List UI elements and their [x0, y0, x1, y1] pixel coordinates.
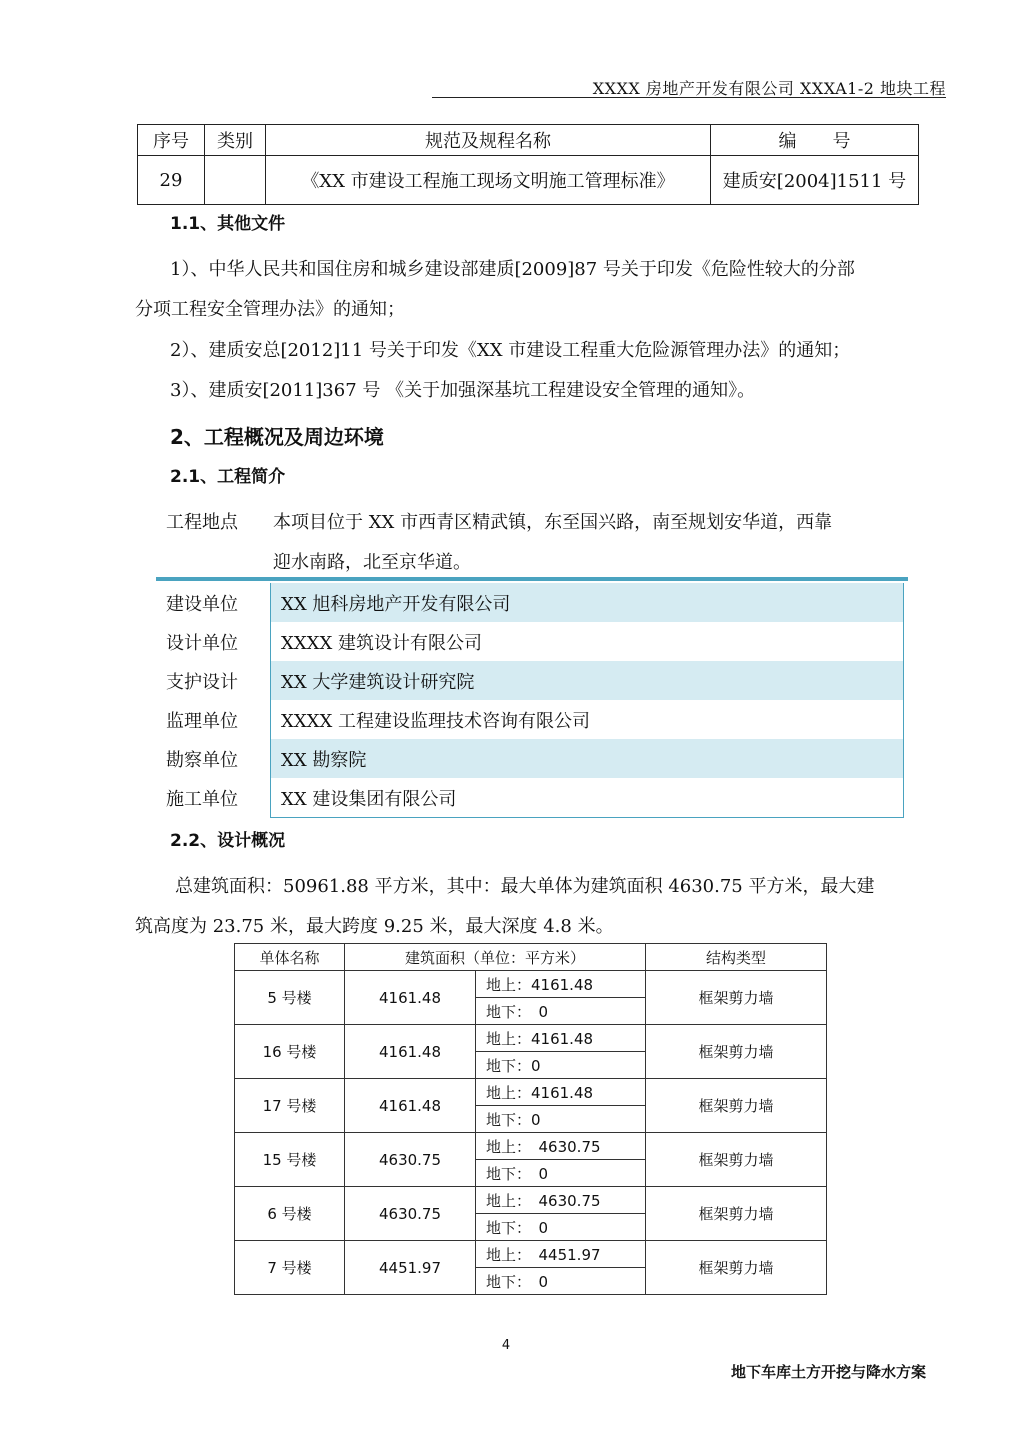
table-cell-index: 29	[138, 156, 205, 205]
building-structure: 框架剪力墙	[646, 971, 827, 1025]
building-structure: 框架剪力墙	[646, 1079, 827, 1133]
building-name: 7 号楼	[235, 1241, 345, 1295]
page-header-title: XXXX 房地产开发有限公司 XXXA1-2 地块工程	[592, 79, 946, 98]
building-area-above: 地上： 4451.97	[476, 1241, 646, 1268]
table-row	[156, 778, 904, 818]
section-heading-2-1: 2.1、工程简介	[170, 467, 286, 487]
unit-value: XXXX 建筑设计有限公司	[271, 622, 904, 661]
building-area: 4630.75	[345, 1187, 476, 1241]
unit-label: 勘察单位	[156, 739, 271, 778]
header-divider	[432, 97, 946, 98]
unit-value: XX 勘察院	[271, 739, 904, 778]
table-row	[156, 622, 904, 661]
unit-value: XXXX 工程建设监理技术咨询有限公司	[271, 700, 904, 739]
location-text-line1: 本项目位于 XX 市西青区精武镇，东至国兴路，南至规划安华道，西靠	[273, 512, 833, 533]
paragraph-item1-line2: 分项工程安全管理办法》的通知；	[135, 299, 405, 320]
building-area-above: 地上：4161.48	[476, 971, 646, 998]
table-row	[235, 1079, 827, 1106]
table-header-cell: 结构类型	[646, 944, 827, 971]
building-structure: 框架剪力墙	[646, 1133, 827, 1187]
unit-label: 支护设计	[156, 661, 271, 700]
paragraph-item1-line1: 1）、中华人民共和国住房和城乡建设部建质[2009]87 号关于印发《危险性较大的分部	[170, 259, 855, 280]
building-area-below: 地下： 0	[476, 1214, 646, 1241]
table-row	[156, 700, 904, 739]
building-name: 17 号楼	[235, 1079, 345, 1133]
table-header-cell: 建筑面积（单位：平方米）	[345, 944, 646, 971]
unit-label: 设计单位	[156, 622, 271, 661]
table-cell-code: 建质安[2004]1511 号	[711, 156, 919, 205]
building-name: 15 号楼	[235, 1133, 345, 1187]
design-summary-line2: 筑高度为 23.75 米，最大跨度 9.25 米，最大深度 4.8 米。	[135, 916, 614, 937]
section-heading-2-2: 2.2、设计概况	[170, 831, 286, 851]
building-name: 6 号楼	[235, 1187, 345, 1241]
table-header-cell: 规范及规程名称	[266, 125, 711, 156]
building-table	[234, 943, 827, 1295]
table-row	[156, 739, 904, 778]
paragraph-item2: 2）、建质安总[2012]11 号关于印发《XX 市建设工程重大危险源管理办法》的通知；	[170, 340, 851, 361]
building-area: 4630.75	[345, 1133, 476, 1187]
table-header-cell: 编 号	[711, 125, 919, 156]
building-table-header	[235, 944, 827, 971]
building-structure: 框架剪力墙	[646, 1241, 827, 1295]
units-table-accent-bar	[156, 577, 908, 581]
design-summary-line1: 总建筑面积：50961.88 平方米，其中：最大单体为建筑面积 4630.75 平方米，最大建	[175, 876, 875, 897]
building-area: 4161.48	[345, 1025, 476, 1079]
table-row	[156, 661, 904, 700]
building-area: 4161.48	[345, 971, 476, 1025]
unit-label: 监理单位	[156, 700, 271, 739]
reference-table	[137, 124, 919, 205]
unit-label: 施工单位	[156, 778, 271, 818]
table-cell-category	[205, 156, 266, 205]
building-name: 5 号楼	[235, 971, 345, 1025]
table-header-cell: 类别	[205, 125, 266, 156]
table-row	[138, 156, 919, 205]
building-area-below: 地下： 0	[476, 1160, 646, 1187]
page-footer-title: 地下车库土方开挖与降水方案	[730, 1363, 926, 1381]
building-area-above: 地上： 4630.75	[476, 1133, 646, 1160]
table-row	[235, 1025, 827, 1052]
table-row	[235, 971, 827, 998]
building-area-above: 地上：4161.48	[476, 1025, 646, 1052]
paragraph-item3: 3）、建质安[2011]367 号 《关于加强深基坑工程建设安全管理的通知》。	[170, 380, 756, 401]
table-header-cell: 单体名称	[235, 944, 345, 971]
table-row	[235, 1241, 827, 1268]
building-structure: 框架剪力墙	[646, 1025, 827, 1079]
building-area: 4161.48	[345, 1079, 476, 1133]
building-name: 16 号楼	[235, 1025, 345, 1079]
unit-label: 建设单位	[156, 583, 271, 622]
building-area-below: 地下：0	[476, 1106, 646, 1133]
unit-value: XX 大学建筑设计研究院	[271, 661, 904, 700]
building-area-below: 地下：0	[476, 1052, 646, 1079]
building-area-above: 地上：4161.48	[476, 1079, 646, 1106]
reference-table-header	[138, 125, 919, 156]
building-area-below: 地下： 0	[476, 1268, 646, 1295]
table-row	[235, 1187, 827, 1214]
building-structure: 框架剪力墙	[646, 1187, 827, 1241]
building-area-above: 地上： 4630.75	[476, 1187, 646, 1214]
project-units-table	[156, 583, 904, 818]
building-area-below: 地下： 0	[476, 998, 646, 1025]
unit-value: XX 旭科房地产开发有限公司	[271, 583, 904, 622]
location-text-line2: 迎水南路，北至京华道。	[273, 552, 471, 573]
unit-value: XX 建设集团有限公司	[271, 778, 904, 818]
table-row	[235, 1133, 827, 1160]
table-header-cell: 序号	[138, 125, 205, 156]
page-number: 4	[501, 1338, 511, 1353]
location-label: 工程地点	[166, 512, 238, 533]
table-cell-name: 《XX 市建设工程施工现场文明施工管理标准》	[266, 156, 711, 205]
section-heading-2: 2、工程概况及周边环境	[170, 425, 384, 449]
table-row	[156, 583, 904, 622]
section-heading-1-1: 1.1、其他文件	[170, 214, 286, 234]
building-area: 4451.97	[345, 1241, 476, 1295]
